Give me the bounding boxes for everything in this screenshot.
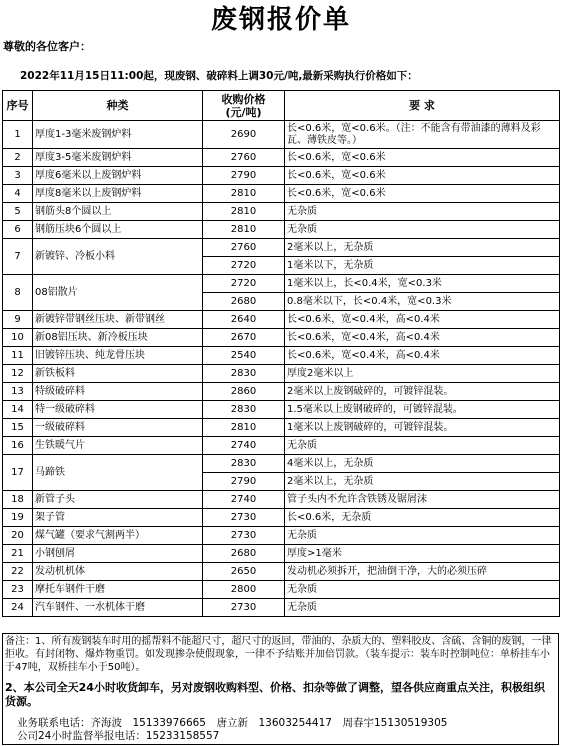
table-row	[3, 275, 560, 293]
row-price: 2830	[203, 401, 285, 419]
note-1: 备注：1、所有废钢装车时用的摇帮料不能超尺寸，超尺寸的返回，带油的、杂质大的、塑料胶皮、含硫、含铜的废钢，一律拒收。有封闭物、爆炸物重罚。如发现掺杂使假现象，一律不予结账并加倍罚款。（装车提示：装车时控制吨位：单桥挂车小于47吨，双桥挂车小于50吨）。	[5, 636, 552, 673]
table-row	[3, 329, 560, 347]
row-number: 7	[3, 239, 33, 275]
row-type: 厚度3-5毫米废钢炉料	[33, 149, 203, 167]
row-requirement: 4毫米以上，无杂质	[285, 455, 560, 473]
row-price: 2730	[203, 599, 285, 617]
row-number: 17	[3, 455, 33, 491]
contact-business: 业务联系电话：齐海波 15133976665 唐立新 13603254417 周春宇15130519305	[17, 717, 448, 729]
row-price: 2730	[203, 509, 285, 527]
greeting: 尊敬的各位客户：	[3, 40, 91, 53]
row-price: 2730	[203, 527, 285, 545]
row-type: 钢筋头8个圆以上	[33, 203, 203, 221]
row-price: 2860	[203, 383, 285, 401]
row-type: 新08铝压块、新冷板压块	[33, 329, 203, 347]
row-number: 9	[3, 311, 33, 329]
table-row	[3, 221, 560, 239]
row-type: 厚度1-3毫米废钢炉料	[33, 121, 203, 149]
row-price: 2810	[203, 185, 285, 203]
table-row	[3, 311, 560, 329]
row-type: 特级破碎料	[33, 383, 203, 401]
table-row	[3, 383, 560, 401]
row-requirement: 长<0.6米，宽<0.4米，高<0.4米	[285, 347, 560, 365]
row-type: 煤气罐（要求气割两半）	[33, 527, 203, 545]
row-number: 16	[3, 437, 33, 455]
page-title: 废钢报价单	[210, 5, 351, 35]
row-type: 新管子头	[33, 491, 203, 509]
row-number: 19	[3, 509, 33, 527]
table-row	[3, 203, 560, 221]
row-number: 1	[3, 121, 33, 149]
row-number: 10	[3, 329, 33, 347]
table-row	[3, 599, 560, 617]
row-requirement: 发动机必须拆开，把油倒干净，大的必须压碎	[285, 563, 560, 581]
row-requirement: 无杂质	[285, 203, 560, 221]
row-price: 2680	[203, 545, 285, 563]
row-requirement: 管子头内不允许含铁锈及锯屑沫	[285, 491, 560, 509]
table-row	[3, 401, 560, 419]
row-price: 2830	[203, 455, 285, 473]
row-requirement: 无杂质	[285, 221, 560, 239]
row-type: 钢筋压块6个圆以上	[33, 221, 203, 239]
table-row	[3, 185, 560, 203]
row-number: 18	[3, 491, 33, 509]
price-table-body	[3, 121, 560, 617]
table-row	[3, 239, 560, 257]
table-row	[3, 455, 560, 473]
row-number: 8	[3, 275, 33, 311]
row-type: 厚度8毫米以上废钢炉料	[33, 185, 203, 203]
row-price: 2720	[203, 275, 285, 293]
table-row	[3, 167, 560, 185]
row-type: 一级破碎料	[33, 419, 203, 437]
price-table	[2, 90, 560, 617]
table-row	[3, 121, 560, 149]
row-type: 生铁暖气片	[33, 437, 203, 455]
row-requirement: 无杂质	[285, 599, 560, 617]
row-type: 汽车钢件、一水机体干磨	[33, 599, 203, 617]
row-requirement: 1毫米以下，无杂质	[285, 257, 560, 275]
row-number: 23	[3, 581, 33, 599]
row-requirement: 1毫米以上，长<0.4米，宽<0.3米	[285, 275, 560, 293]
table-row	[3, 437, 560, 455]
row-number: 5	[3, 203, 33, 221]
row-number: 13	[3, 383, 33, 401]
row-requirement: 1毫米以上废钢破碎的，可镀锌混装。	[285, 419, 560, 437]
row-requirement: 1.5毫米以上废钢破碎的，可镀锌混装。	[285, 401, 560, 419]
row-requirement: 厚度>1毫米	[285, 545, 560, 563]
note-2: 2、本公司全天24小时收货卸车，另对废钢收购料型、价格、扣杂等做了调整，望各供应商重点关注，积极组织货源。	[5, 681, 545, 708]
row-type: 架子管	[33, 509, 203, 527]
row-price: 2740	[203, 437, 285, 455]
row-requirement: 无杂质	[285, 581, 560, 599]
row-requirement: 无杂质	[285, 437, 560, 455]
row-type: 小钢刨屑	[33, 545, 203, 563]
table-row	[3, 347, 560, 365]
row-requirement: 0.8毫米以下，长<0.4米，宽<0.3米	[285, 293, 560, 311]
header-price: 收购价格 (元/吨)	[203, 91, 285, 121]
table-row	[3, 509, 560, 527]
row-price: 2790	[203, 167, 285, 185]
row-price: 2760	[203, 239, 285, 257]
table-row	[3, 527, 560, 545]
row-type: 发动机机体	[33, 563, 203, 581]
table-row	[3, 491, 560, 509]
contacts	[17, 717, 447, 743]
row-requirement: 2毫米以上，无杂质	[285, 239, 560, 257]
row-number: 20	[3, 527, 33, 545]
row-price: 2810	[203, 221, 285, 239]
row-number: 24	[3, 599, 33, 617]
row-number: 4	[3, 185, 33, 203]
row-requirement: 厚度2毫米以上	[285, 365, 560, 383]
row-type: 新镀锌带钢丝压块、新带钢丝	[33, 311, 203, 329]
row-type: 新镀锌、冷板小料	[33, 239, 203, 275]
row-type: 08铝散片	[33, 275, 203, 311]
row-type: 马蹄铁	[33, 455, 203, 491]
row-price: 2690	[203, 121, 285, 149]
row-price: 2720	[203, 257, 285, 275]
row-type: 新铁板料	[33, 365, 203, 383]
row-number: 15	[3, 419, 33, 437]
row-price: 2680	[203, 293, 285, 311]
row-requirement: 无杂质	[285, 527, 560, 545]
row-price: 2830	[203, 365, 285, 383]
row-requirement: 长<0.6米，宽<0.4米，高<0.4米	[285, 329, 560, 347]
row-price: 2540	[203, 347, 285, 365]
row-number: 14	[3, 401, 33, 419]
row-requirement: 长<0.6米，宽<0.4米，高<0.4米	[285, 311, 560, 329]
header-type: 种类	[33, 91, 203, 121]
row-requirement: 长<0.6米，宽<0.6米	[285, 149, 560, 167]
row-price: 2670	[203, 329, 285, 347]
row-type: 厚度6毫米以上废钢炉料	[33, 167, 203, 185]
row-requirement: 长<0.6米，无杂质	[285, 509, 560, 527]
row-price: 2740	[203, 491, 285, 509]
header-no: 序号	[3, 91, 33, 121]
row-price: 2810	[203, 203, 285, 221]
row-price: 2800	[203, 581, 285, 599]
row-price: 2760	[203, 149, 285, 167]
row-number: 6	[3, 221, 33, 239]
table-row	[3, 149, 560, 167]
row-number: 12	[3, 365, 33, 383]
row-number: 3	[3, 167, 33, 185]
table-row	[3, 545, 560, 563]
row-type: 旧镀锌压块、纯龙骨压块	[33, 347, 203, 365]
table-row	[3, 581, 560, 599]
row-type: 特一级破碎料	[33, 401, 203, 419]
table-row	[3, 419, 560, 437]
row-number: 2	[3, 149, 33, 167]
row-requirement: 长<0.6米，宽<0.6米	[285, 185, 560, 203]
header-requirement: 要 求	[285, 91, 560, 121]
row-number: 11	[3, 347, 33, 365]
row-requirement: 2毫米以上废钢破碎的，可镀锌混装。	[285, 383, 560, 401]
row-price: 2640	[203, 311, 285, 329]
table-row	[3, 365, 560, 383]
row-price: 2810	[203, 419, 285, 437]
row-requirement: 长<0.6米，宽<0.6米	[285, 167, 560, 185]
price-notice: 2022年11月15日11:00起，现废钢、破碎料上调30元/吨,最新采购执行价格如下：	[20, 70, 418, 82]
row-price: 2650	[203, 563, 285, 581]
table-row	[3, 563, 560, 581]
row-requirement: 2毫米以上，无杂质	[285, 473, 560, 491]
row-number: 21	[3, 545, 33, 563]
row-number: 22	[3, 563, 33, 581]
footer-notes	[2, 633, 559, 745]
row-price: 2790	[203, 473, 285, 491]
row-type: 摩托车钢件干磨	[33, 581, 203, 599]
row-requirement: 长<0.6米，宽<0.6米。（注：不能含有带油漆的薄料及彩瓦、薄铁皮等。）	[285, 121, 560, 149]
contact-supervision: 公司24小时监督举报电话：15233158557	[17, 730, 220, 742]
